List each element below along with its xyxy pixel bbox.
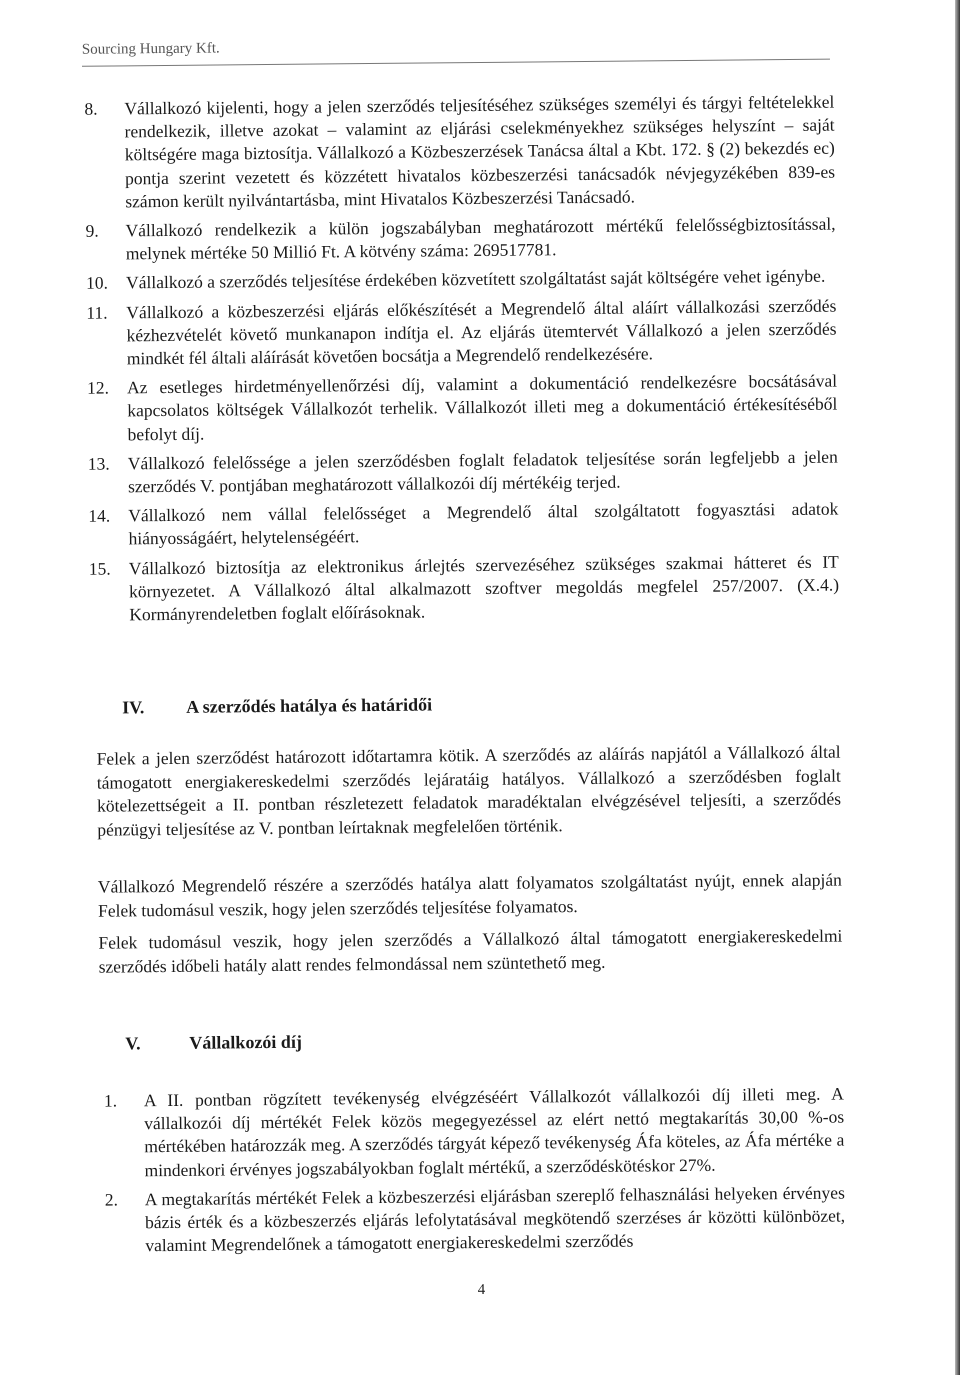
list-item [88,498,838,552]
list-item-number: 2. [104,1189,119,1210]
paragraph: Felek tudomásul veszik, hogy jelen szerződés a Vállalkozó által támogatott energiakereskedelmi szerződés időbeli hatály alatt rendes felmondással nem szüntethető meg. [98,925,843,977]
list-item [105,1181,846,1258]
paragraph: Vállalkozó Megrendelő részére a szerződés hatálya alatt folyamatos szolgáltatást nyújt, ennek alapján Felek tudomásul veszik, hogy jelen szerződés teljesítése folyamatos. [97,869,842,921]
list-item-text: Vállalkozó a szerződés teljesítése érdekében közvetített szolgáltatást saját költségére vehet igénybe. [125,266,826,293]
list-item-number: 15. [88,558,111,579]
list-item-text: Vállalkozó biztosítja az elektronikus árlejtés szervezéséhez szükséges szakmai hátteret és IT környezetet. A Vállalkozó által alkalmazott szoftver megoldás megfelel 257/2007. (X.4.) Kormányrendeletben foglalt előírásoknak. [128,551,840,625]
page-number: 4 [477,1281,486,1299]
page-header-company: Sourcing Hungary Kft. [81,40,220,58]
list-item-text: Vállalkozó kijelenti, hogy a jelen szerződés teljesítéséhez szükséges személyi és tárgyi feltételekkel rendelkezik, illetve azokat – valamint az eljárási cselekményekhez szükséges helyszínt – saját költségére maga biztosítja. Vállalkozó a Közbeszerzések Tanácsa által a Kbt. 172. § (2) bekezdés ec) pontja szerint vezetett és közzétett hivatalos közbeszerzési tanácsadók névjegyzékében 839-es számon került nyilvántartásba, mint Hivatalos Közbeszerzési Tanácsadó. [124,91,836,212]
list-item [104,1083,845,1183]
section-heading-iv [122,694,432,718]
list-item-number: 14. [88,505,111,527]
list-item-number: 12. [86,377,110,398]
paragraph: Felek a jelen szerződést határozott időtartamra kötik. A szerződés az aláírás napjától a Vállalkozó által támogatott energiakereskedelmi szerződés lejáratáig hatályos. Vállalkozó a szerződésben foglalt kötelezettségeit a II. pontban részletezett feladatok maradéktalan elvégzésével teljesíti, a szerződés pénzügyi teljesítése az V. pontban leírtaknak megfelelően történik. [96,741,842,840]
list-item-number: 11. [86,302,108,323]
list-item-number: 9. [85,220,99,241]
list-item-text: Vállalkozó nem vállal felelősséget a Megrendelő által szolgáltatott fogyasztási adatok hiányosságáért, helytelenségéért. [128,498,839,549]
list-item-text: Vállalkozó a közbeszerzési eljárás előkészítését a Megrendelő által aláírt vállalkozási szerződés kézhezvételét követő munkanapon indítja el. Az eljárás ütemtervét Vállalkozó a jelen szerződés mindkét fél általi aláírását követően bocsátja a Megrendelő rendelkezésére. [126,295,837,369]
list-item [85,213,835,267]
list-item-number: 13. [87,453,110,474]
list-item [86,294,837,371]
list-item-text: Vállalkozó rendelkezik a külön jogszabályban meghatározott mértékű felelősségbiztosítással, melynek mértéke 50 Millió Ft. A kötvény száma: 269517781. [125,213,836,264]
scan-edge-shadow [955,0,960,1375]
section-number: V. [125,1033,141,1054]
list-item [86,265,836,295]
list-item [88,445,838,499]
section-heading-v [125,1032,302,1055]
list-item-number: 10. [85,272,109,294]
list-item-text: A megtakarítás mértékét Felek a közbeszerzési eljárásban szereplő felhasználási helyeken érvényes bázis érték és a közbeszerzés eljárás lefolytatásával megkötendő szerzéses ár közötti különbözet, valamint Megrendelőnek a támogatott energiakereskedelmi szerződés [144,1182,846,1256]
list-item-text: Vállalkozó felelőssége a jelen szerződésben foglalt feladatok teljesítése során legfeljebb a jelen szerződés V. pontjában meghatározott vállalkozói díj mértékéig terjed. [127,446,838,497]
numbered-list-obligations [84,91,839,633]
list-item-number: 8. [84,98,98,119]
section-title: Vállalkozói díj [189,1031,302,1053]
list-item [84,91,835,214]
header-rule [82,59,830,67]
list-item [87,370,838,447]
list-item [89,550,840,627]
list-item-text: A II. pontban rögzített tevékenység elvégzéséért Vállalkozót vállalkozói díj illeti meg. A vállalkozói díj mértékét Felek közös megegyezéssel az elért nettó megtakarítás 30,00 %-os mértékében határozzák meg. A szerződés tárgyát képező tevékenység Áfa köteles, az Áfa mértéke a mindenkori érvényes jogszabályokban foglalt mértékű, a szerződéskötéskor 27%. [143,1083,845,1180]
section-number: IV. [122,697,145,718]
list-item-number: 1. [103,1090,118,1111]
numbered-list-fee [104,1083,846,1265]
list-item-text: Az esetleges hirdetményellenőrzési díj, valamint a dokumentáció rendelkezésre bocsátásával kapcsolatos költségek Vállalkozót terhelik. Vállalkozót illeti meg a dokumentáció értékesítéséből befolyt díj. [126,370,838,445]
section-title: A szerződés hatálya és határidői [186,694,433,717]
